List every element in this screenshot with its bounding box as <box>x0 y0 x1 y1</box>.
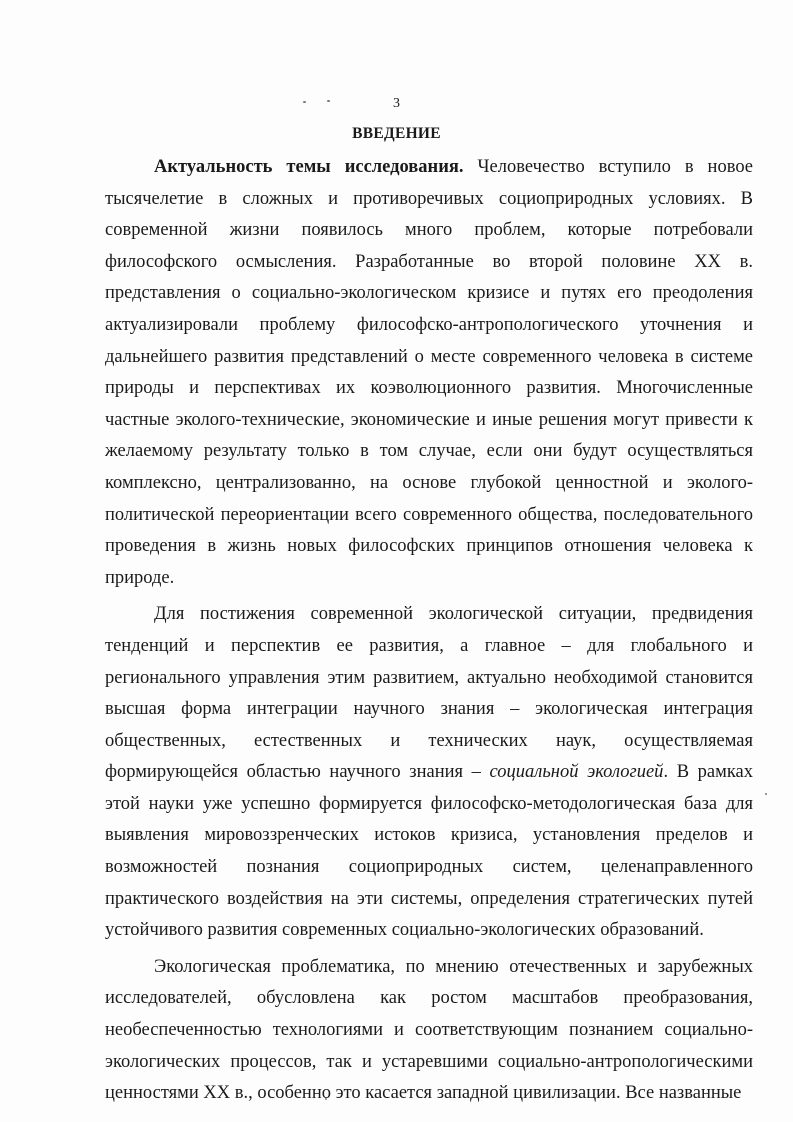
paragraph-2 <box>105 599 753 947</box>
paragraph-1 <box>105 152 753 594</box>
paragraph-lead: Актуальность темы исследования. <box>154 157 464 177</box>
page-number: 3 <box>393 96 400 111</box>
paragraph-text: Человечество вступило в новое тысячелетие в сложных и противоречивых социоприродных условиях. В современной жизни появилось много проблем, которые потребовали философского осмысления. Разработанные во второй половине XX в. представления о социально-экологическом кризисе и путях его преодоления актуализировали проблему философско-антропологического уточнения и дальнейшего развития представлений о месте современного человека в системе природы и перспективах их коэволюционного развития. Многочисленные частные эколого-технические, экономические и иные решения могут привести к желаемому результату только в том случае, если они будут осуществляться комплексно, централизованно, на основе глубокой ценностной и эколого-политической переориентации всего современного общества, последовательного проведения в жизнь новых философских принципов отношения человека к природе. <box>105 157 754 588</box>
paragraph-text: . В рамках этой науки уже успешно формируется философско-методологическая база для выявления мировоззренческих истоков кризиса, установления пределов и возможностей познания социоприродных систем, целенаправленного практического воздействия на эти системы, определения стратегических путей устойчивого развития современных социально-экологических образований. <box>105 762 753 941</box>
section-heading: ВВЕДЕНИЕ <box>352 125 441 142</box>
body-text <box>105 152 753 1110</box>
paragraph-3 <box>105 952 753 1110</box>
paragraph-text: Для постижения современной экологической ситуации, предвидения тенденций и перспектив ее развития, а главное – для глобального и регионального управления этим развитием, актуально необходимой становится высшая форма интеграции научного знания – экологическая интеграция общественных, естественных и технических наук, осуществляемая формирующейся областью научного знания – <box>105 604 753 783</box>
scan-speck <box>765 793 767 795</box>
emphasized-term: социальной экологией <box>489 762 664 783</box>
paragraph-text: Экологическая проблематика, по мнению отечественных и зарубежных исследователей, обусловлена как ростом масштабов преобразования, необеспеченностью технологиями и соответствующим познанием социально-экологических процессов, так и устаревшими социально-антропологическими ценностями XX в., особенно это касается западной цивилизации. Все названные <box>105 956 753 1104</box>
